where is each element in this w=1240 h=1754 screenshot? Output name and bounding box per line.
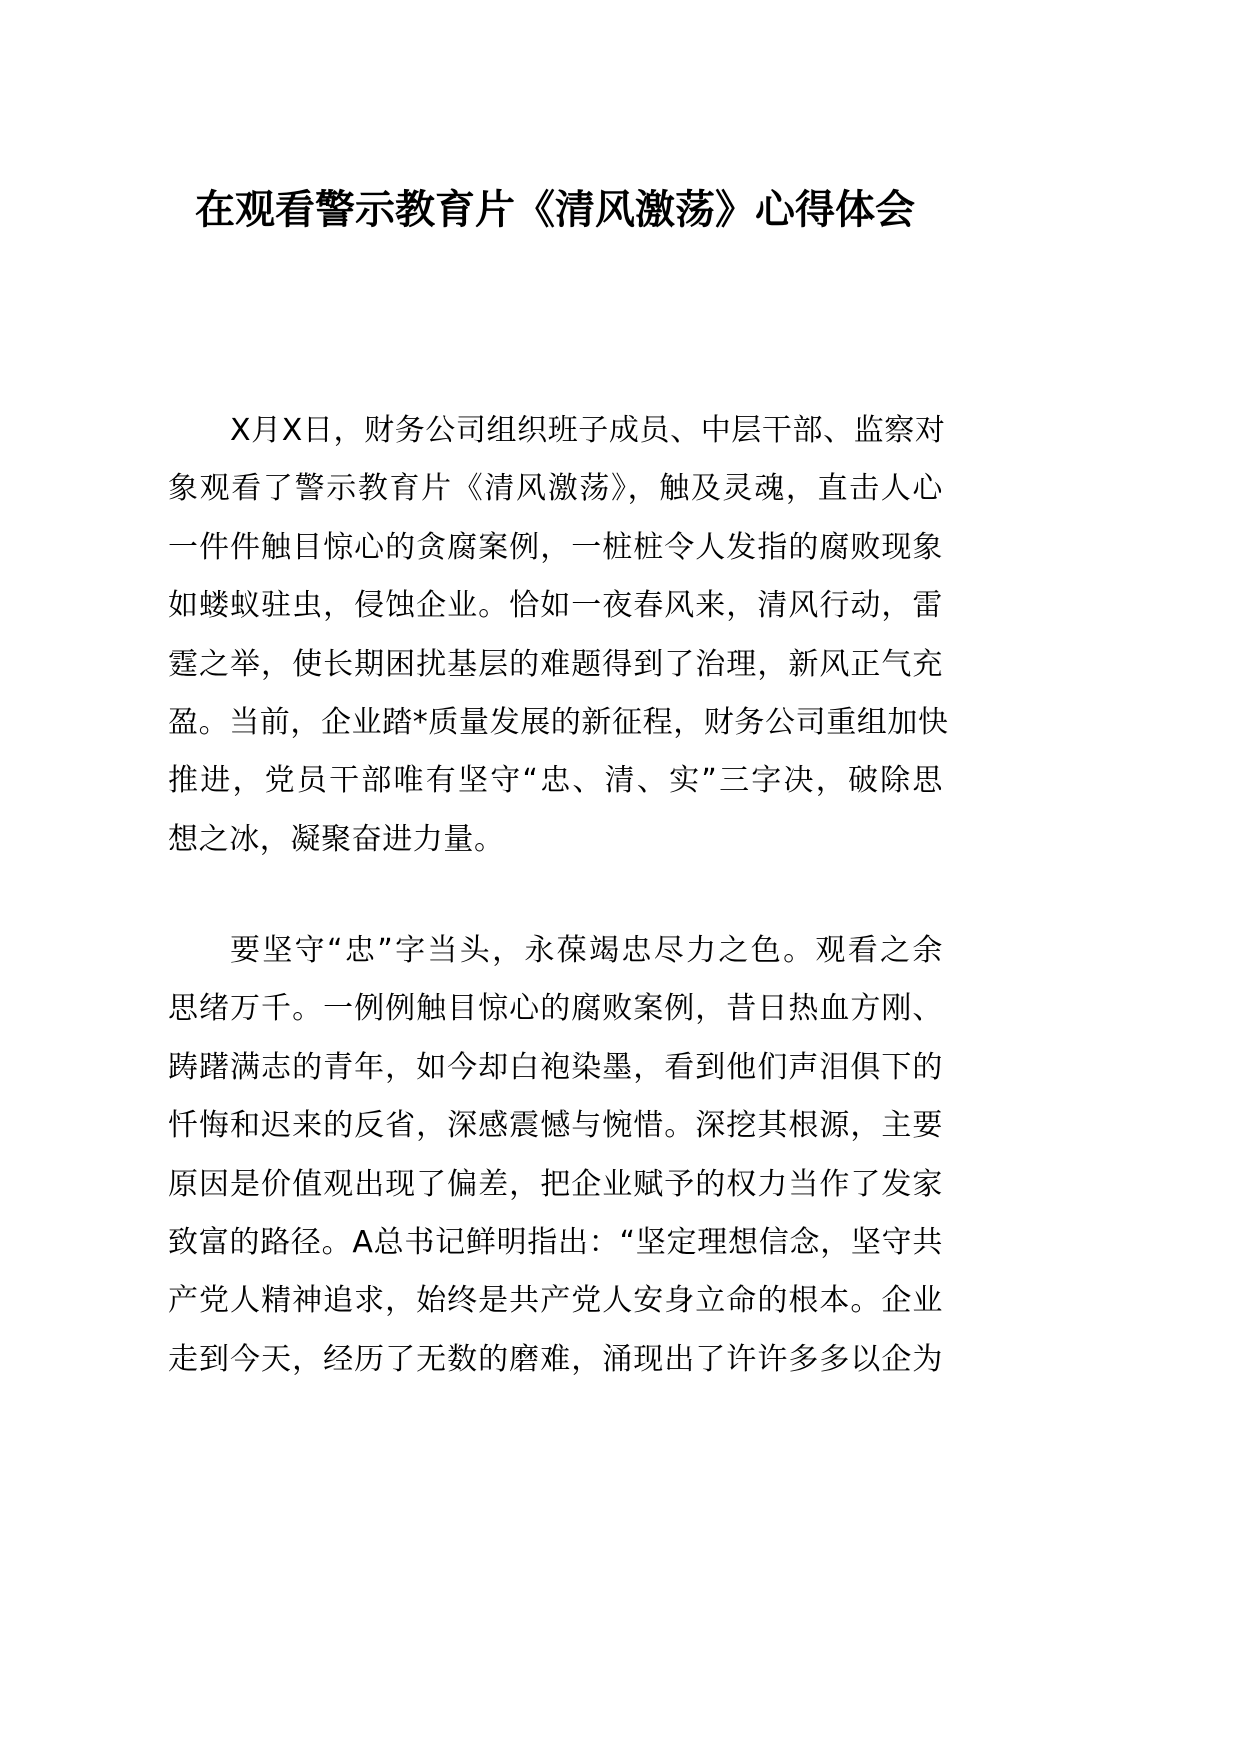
paragraph-line: 走到今天，经历了无数的磨难，涌现出了许许多多以企为	[168, 1341, 943, 1377]
paragraph-line: 想之冰，凝聚奋进力量。	[168, 821, 505, 857]
paragraph-line: 如蝼蚁驻虫，侵蚀企业。恰如一夜春风来，清风行动，雷	[168, 588, 943, 624]
paragraph-line: 霆之举，使长期困扰基层的难题得到了治理，新风正气充	[168, 646, 943, 682]
paragraph-line: 致富的路径。A总书记鲜明指出：“坚定理想信念，坚守共	[168, 1224, 943, 1260]
paragraph-line: 推进，党员干部唯有坚守“忠、清、实”三字决，破除思	[168, 763, 943, 799]
document-title: 在观看警示教育片《清风激荡》心得体会	[195, 187, 915, 233]
paragraph-line: 忏悔和迟来的反省，深感震憾与惋惜。深挖其根源，主要	[168, 1108, 943, 1144]
paragraph-line: 踌躇满志的青年，如今却白袍染墨，看到他们声泪俱下的	[168, 1049, 943, 1085]
paragraph-line: 要坚守“忠”字当头，永葆竭忠尽力之色。观看之余	[230, 933, 943, 968]
paragraph-line: 象观看了警示教育片《清风激荡》，触及灵魂，直击人心	[168, 471, 943, 507]
paragraph-line: 一件件触目惊心的贪腐案例，一桩桩令人发指的腐败现象	[168, 529, 943, 565]
paragraph-2	[168, 922, 943, 1389]
paragraph-line: 盈。当前，企业踏*质量发展的新征程，财务公司重组加快	[168, 704, 949, 740]
paragraph-line: 思绪万千。一例例触目惊心的腐败案例，昔日热血方刚、	[168, 991, 943, 1027]
paragraph-line: X月X日，财务公司组织班子成员、中层干部、监察对	[230, 413, 946, 448]
paragraph-line: 原因是价值观出现了偏差，把企业赋予的权力当作了发家	[168, 1166, 943, 1202]
paragraph-line: 产党人精神追求，始终是共产党人安身立命的根本。企业	[168, 1283, 943, 1319]
paragraph-1	[168, 402, 949, 869]
